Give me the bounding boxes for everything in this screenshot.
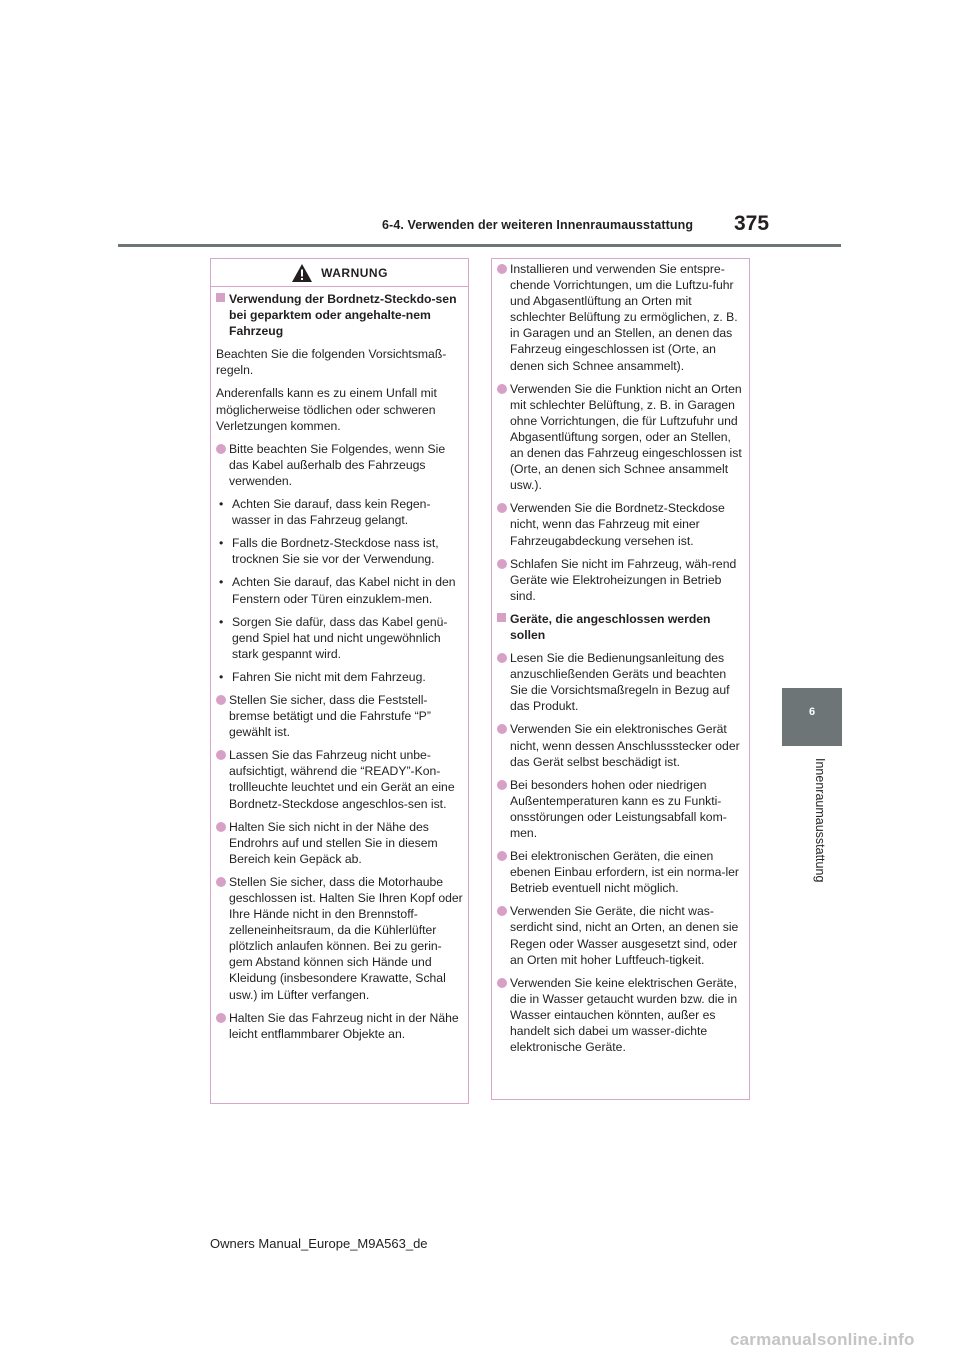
chapter-number: 6 — [808, 706, 816, 718]
watermark: carmanualsonline.info — [730, 1330, 915, 1349]
subheading — [497, 611, 744, 643]
circle-bullet-icon — [216, 441, 229, 489]
circle-bullet-icon — [216, 747, 229, 811]
list-item — [497, 381, 744, 494]
circle-bullet-icon — [497, 500, 510, 548]
warning-header — [211, 259, 468, 287]
warning-content-right — [492, 259, 749, 1055]
page-number: 375 — [734, 212, 770, 235]
list-item-text: Installieren und verwenden Sie entspre-chende Vorrichtungen, um die Luftzu-fuhr und Abgasentlüftung an Orten mit schlechter Belüftung zu ermöglichen, z. B. in Garagen und an Stellen, an denen das Fahrzeug eingeschlossen ist (Orte, an denen sich Schnee ansammelt). — [510, 262, 738, 373]
list-item-text: Stellen Sie sicher, dass die Motorhaube geschlossen ist. Halten Sie Ihren Kopf oder Ihre Hände nicht in den Brennstoff-zelleneinheitsraum, da die Kühlerlüfter plötzlich anlaufen können. Bei zu gerin-gem Abstand können sich Hände und Kleidung (insbesondere Krawatte, Schal usw.) im Lüfter verfangen. — [229, 874, 463, 1002]
sub-list-item — [216, 614, 463, 662]
circle-bullet-icon — [497, 975, 510, 1055]
list-item-text: Verwenden Sie ein elektronisches Gerät nicht, wenn dessen Anschlussstecker oder das Gerät selbst beschädigt ist. — [510, 722, 740, 769]
circle-bullet-icon — [497, 556, 510, 604]
list-item-text: Lesen Sie die Bedienungsanleitung des anzuschließenden Geräts und beachten Sie die Vorsichtsmaßregeln in Bezug auf das Produkt. — [510, 651, 730, 714]
circle-bullet-icon — [497, 650, 510, 714]
list-item-text: Bei elektronischen Geräten, die einen ebenen Einbau erfordern, ist ein norma-ler Betrieb eventuell nicht möglich. — [510, 849, 739, 896]
header-divider — [118, 244, 841, 247]
list-item-text: Halten Sie sich nicht in der Nähe des Endrohrs auf und stellen Sie in diesem Bereich kein Gepäck ab. — [229, 819, 438, 866]
list-item — [497, 500, 744, 548]
list-item — [497, 261, 744, 374]
warning-title: WARNUNG — [321, 265, 388, 280]
list-item — [216, 692, 463, 740]
list-item — [497, 848, 744, 896]
list-item-text: Halten Sie das Fahrzeug nicht in der Nähe leicht entflammbarer Objekte an. — [229, 1010, 459, 1041]
circle-bullet-icon — [497, 261, 510, 374]
list-item — [216, 819, 463, 867]
list-item-text: Bei besonders hohen oder niedrigen Außentemperaturen kann es zu Funkti-onsstörungen oder Leistungsabfall kom-men. — [510, 777, 727, 840]
square-bullet-icon — [216, 291, 229, 339]
warning-content-left — [211, 287, 468, 1042]
warning-triangle-icon — [291, 263, 313, 283]
footer-doc-id: Owners Manual_Europe_M9A563_de — [210, 1236, 428, 1251]
list-item — [216, 747, 463, 811]
circle-bullet-icon — [497, 381, 510, 494]
list-item-text: Verwenden Sie die Funktion nicht an Orten mit schlechter Belüftung, z. B. in Garagen ohne Vorrichtungen, die für Luftzufuhr und Abgasentlüftung sorgen, oder an Stellen, an denen das Fahrzeug eingeschlossen ist (Orte, an denen sich Schnee ansammelt usw.). — [510, 381, 742, 493]
paragraph: Anderenfalls kann es zu einem Unfall mit möglicherweise tödlichen oder schweren Verletzungen kommen. — [216, 386, 437, 433]
subheading — [216, 291, 463, 339]
sub-list-item — [216, 496, 463, 528]
sub-list-item-text: Sorgen Sie dafür, dass das Kabel genü-gend Spiel hat und nicht ungewöhnlich stark gespannt wird. — [232, 614, 448, 661]
list-item-text: Verwenden Sie die Bordnetz-Steckdose nicht, wenn das Fahrzeug mit einer Fahrzeugabdeckung versehen ist. — [510, 501, 725, 548]
list-item-text: Verwenden Sie Geräte, die nicht was-serdicht sind, nicht an Orten, an denen sie Regen oder Wasser ausgesetzt sind, oder an Orten mit hoher Luftfeuch-tigkeit. — [510, 904, 739, 967]
sub-list-item-text: Achten Sie darauf, das Kabel nicht in den Fenstern oder Türen einzuklem-men. — [232, 575, 456, 606]
list-item-text: Bitte beachten Sie Folgendes, wenn Sie das Kabel außerhalb des Fahrzeugs verwenden. — [229, 441, 446, 488]
circle-bullet-icon — [497, 848, 510, 896]
list-item-text: Verwenden Sie keine elektrischen Geräte, die in Wasser getaucht wurden bzw. die in Wasser eintauchen könnten, außer es handelt sich dabei um wasser-dichte elektronische Geräte. — [510, 975, 738, 1055]
circle-bullet-icon — [497, 721, 510, 769]
sub-list-item — [216, 669, 463, 685]
chapter-label: Innenraumausstattung — [813, 758, 827, 883]
warning-box-right — [491, 258, 750, 1100]
circle-bullet-icon — [216, 1010, 229, 1042]
warning-box-left — [210, 258, 469, 1104]
circle-bullet-icon — [216, 819, 229, 867]
bullet-icon: • — [219, 669, 224, 684]
list-item-text: Stellen Sie sicher, dass die Feststell-bremse betätigt und die Fahrstufe “P” gewählt ist. — [229, 692, 431, 740]
sub-list-item — [216, 535, 463, 567]
circle-bullet-icon — [216, 874, 229, 1003]
bullet-icon: • — [219, 536, 224, 551]
list-item — [497, 650, 744, 714]
list-item-text: Lassen Sie das Fahrzeug nicht unbe-aufsichtigt, während die “READY”-Kon-trollleuchte leuchtet und ein Gerät an eine Bordnetz-Steckdose angeschlos-sen ist. — [229, 748, 455, 811]
section-title: 6-4. Verwenden der weiteren Innenraumausstattung — [382, 218, 694, 232]
circle-bullet-icon — [497, 903, 510, 967]
list-item — [497, 975, 744, 1055]
bullet-icon: • — [219, 614, 224, 629]
circle-bullet-icon — [497, 777, 510, 841]
list-item — [216, 874, 463, 1003]
bullet-icon: • — [219, 497, 224, 512]
circle-bullet-icon — [216, 692, 229, 740]
list-item — [216, 441, 463, 489]
list-item — [216, 1010, 463, 1042]
sub-list-item-text: Fahren Sie nicht mit dem Fahrzeug. — [232, 669, 426, 684]
subheading-text: Verwendung der Bordnetz-Steckdo-sen bei geparktem oder angehalte-nem Fahrzeug — [229, 292, 457, 339]
sub-list-item — [216, 574, 463, 606]
list-item — [497, 556, 744, 604]
square-bullet-icon — [497, 611, 510, 643]
bullet-icon: • — [219, 575, 224, 590]
list-item — [497, 721, 744, 769]
sub-list-item-text: Achten Sie darauf, dass kein Regen-wasser in das Fahrzeug gelangt. — [232, 497, 431, 528]
list-item — [497, 903, 744, 967]
subheading-text: Geräte, die angeschlossen werden sollen — [510, 611, 711, 642]
sub-list-item-text: Falls die Bordnetz-Steckdose nass ist, trocknen Sie sie vor der Verwendung. — [232, 536, 439, 567]
paragraph: Beachten Sie die folgenden Vorsichtsmaß-regeln. — [216, 347, 447, 378]
chapter-tab — [782, 688, 842, 746]
list-item — [497, 777, 744, 841]
list-item-text: Schlafen Sie nicht im Fahrzeug, wäh-rend Geräte wie Elektroheizungen in Betrieb sind. — [510, 556, 737, 603]
